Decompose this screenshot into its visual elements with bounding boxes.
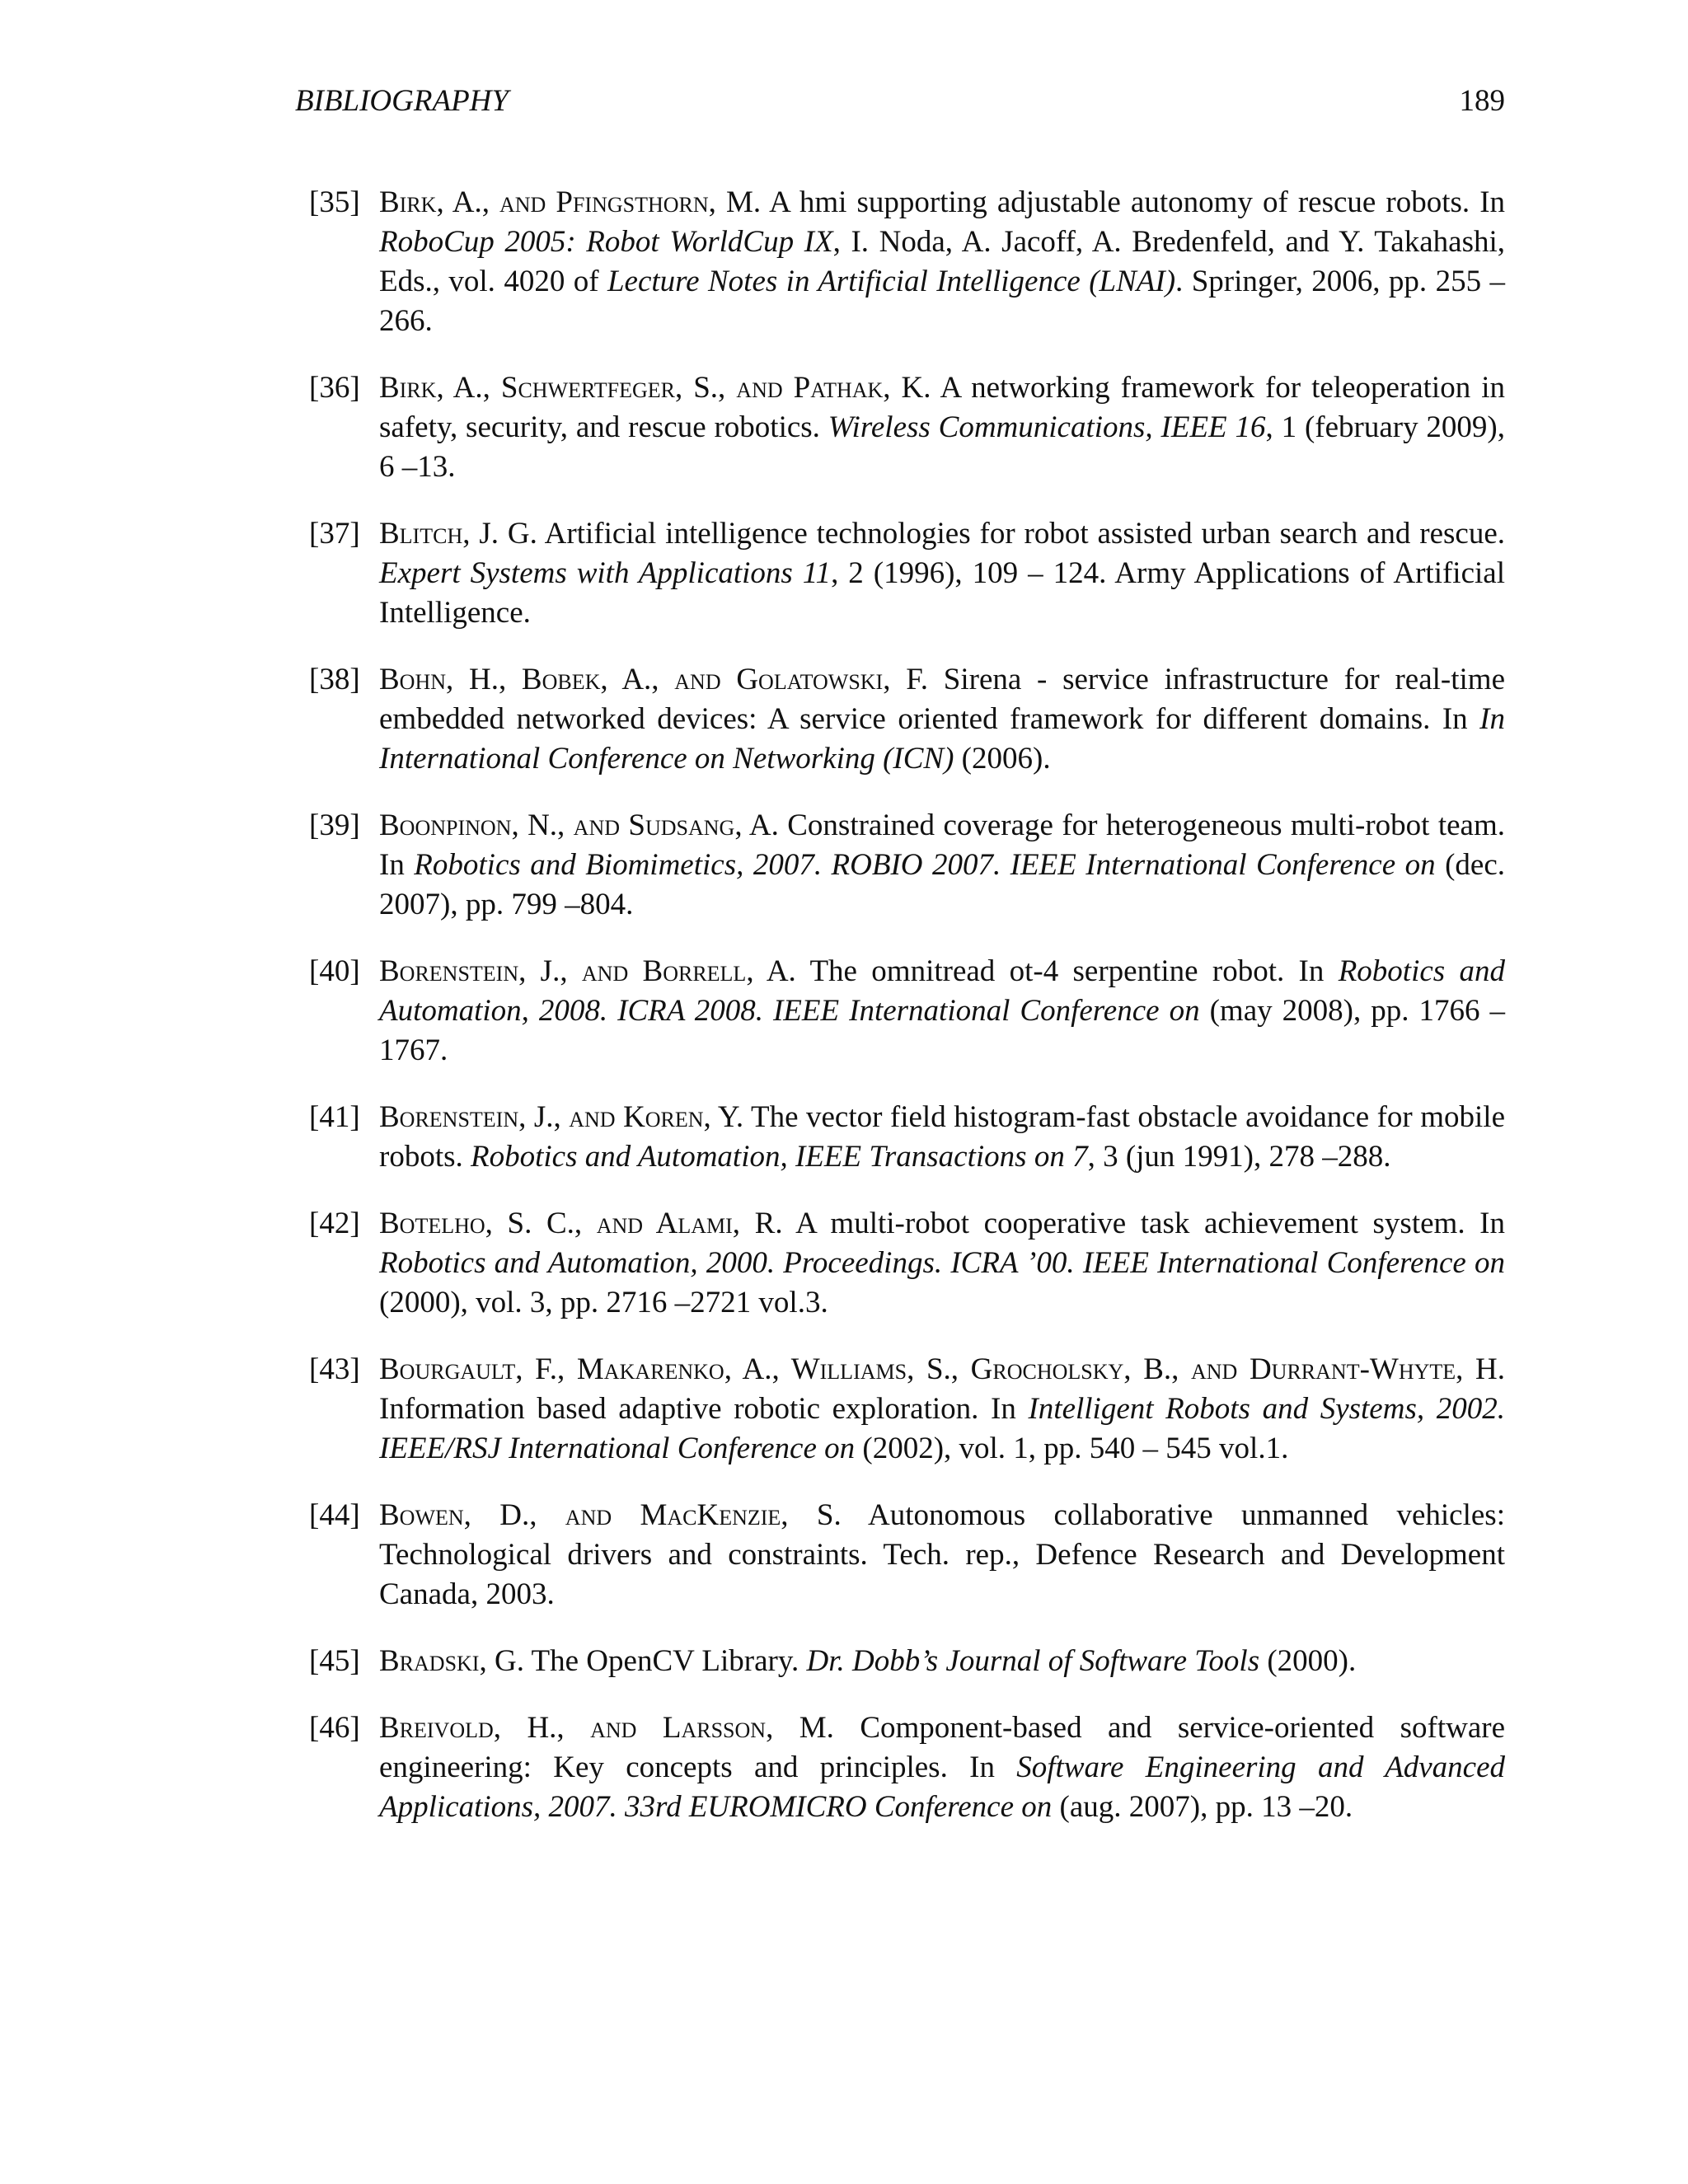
- bib-entry-text: [379, 183, 1505, 341]
- bib-authors: Botelho, S. C., and Alami, R.: [379, 1207, 783, 1240]
- bib-entry-text: [379, 1642, 1505, 1681]
- bib-text: Constrained coverage for heterogeneous multi-robot team. In: [379, 808, 1505, 882]
- bib-text: , 3 (jun 1991), 278 –288.: [1087, 1140, 1391, 1174]
- bib-text: (2000).: [1259, 1644, 1357, 1678]
- bib-authors: Breivold, H., and Larsson, M.: [379, 1711, 834, 1745]
- bib-entry-text: [379, 952, 1505, 1071]
- bib-entry-text: [379, 1496, 1505, 1615]
- bib-authors: Borenstein, J., and Borrell, A.: [379, 954, 796, 988]
- bib-entry-text: [379, 660, 1505, 779]
- bib-entry: [309, 514, 1505, 633]
- page-header: [295, 81, 1505, 122]
- bib-entry: [309, 368, 1505, 487]
- bib-text: The vector field histogram-fast obstacle avoidance for mobile robots.: [379, 1100, 1505, 1174]
- bib-entry-text: [379, 1708, 1505, 1827]
- bib-entry-number: [41]: [309, 1100, 360, 1134]
- bib-venue: Software Engineering and Advanced Applications, 2007. 33rd EUROMICRO Conference on: [379, 1750, 1505, 1824]
- bib-entry-text: [379, 514, 1505, 633]
- bib-venue: Intelligent Robots and Systems, 2002. IEEE/RSJ International Conference on: [379, 1392, 1505, 1465]
- bib-text: A hmi supporting adjustable autonomy of rescue robots. In: [761, 185, 1506, 219]
- bib-entry: [309, 952, 1505, 1071]
- bib-text: (2006).: [954, 742, 1051, 776]
- bib-entry-text: [379, 1204, 1505, 1323]
- running-title: BIBLIOGRAPHY: [295, 84, 509, 118]
- bib-venue: Robotics and Automation, 2008. ICRA 2008. IEEE International Conference on: [379, 954, 1505, 1028]
- bib-venue: Wireless Communications, IEEE 16: [828, 410, 1266, 444]
- bib-text: Artificial intelligence technologies for robot assisted urban search and rescue.: [537, 517, 1505, 551]
- bib-authors: Bohn, H., Bobek, A., and Golatowski, F.: [379, 663, 929, 696]
- bib-authors: Bowen, D., and MacKenzie, S.: [379, 1498, 842, 1532]
- bib-entry-number: [39]: [309, 808, 360, 842]
- bib-text: (aug. 2007), pp. 13 –20.: [1052, 1790, 1353, 1824]
- bib-authors: Borenstein, J., and Koren, Y.: [379, 1100, 744, 1134]
- bib-text: Component-based and service-oriented software engineering: Key concepts and principles. In: [379, 1711, 1505, 1784]
- bib-venue: Lecture Notes in Artificial Intelligence (LNAI): [607, 265, 1176, 298]
- bib-entry: [309, 183, 1505, 341]
- bib-entry-number: [38]: [309, 663, 360, 696]
- bib-text: (dec. 2007), pp. 799 –804.: [379, 848, 1506, 921]
- bib-venue: RoboCup 2005: Robot WorldCup IX: [379, 225, 833, 259]
- bib-authors: Bradski, G.: [379, 1644, 524, 1678]
- bib-entry-number: [35]: [309, 185, 360, 219]
- bib-entry-number: [37]: [309, 517, 360, 551]
- bib-entry: [309, 806, 1505, 925]
- bib-text: The OpenCV Library.: [523, 1644, 807, 1678]
- bib-venue: Robotics and Biomimetics, 2007. ROBIO 2007. IEEE International Conference on: [414, 848, 1436, 882]
- page-number: 189: [1459, 84, 1505, 118]
- bib-venue: Robotics and Automation, IEEE Transactions on 7: [471, 1140, 1088, 1174]
- bib-entry-number: [43]: [309, 1352, 360, 1386]
- bib-entry-text: [379, 1350, 1505, 1469]
- bib-entry-number: [42]: [309, 1207, 360, 1240]
- bib-venue: Robotics and Automation, 2000. Proceedings. ICRA ’00. IEEE International Conference on: [379, 1246, 1505, 1280]
- bib-entry-number: [45]: [309, 1644, 360, 1678]
- bib-venue: In International Conference on Networking (ICN): [379, 702, 1505, 776]
- bib-text: (may 2008), pp. 1766 –1767.: [379, 994, 1505, 1067]
- bib-text: (2002), vol. 1, pp. 540 – 545 vol.1.: [855, 1432, 1289, 1465]
- bib-text: A networking framework for teleoperation in safety, security, and rescue robotics.: [379, 371, 1505, 444]
- bib-text: The omnitread ot-4 serpentine robot. In: [795, 954, 1339, 988]
- bib-text: , I. Noda, A. Jacoff, A. Bredenfeld, and Y. Takahashi, Eds., vol. 4020 of: [379, 225, 1506, 298]
- bib-entry: [309, 1708, 1505, 1827]
- bib-entry: [309, 1350, 1505, 1469]
- bibliography-list: [309, 183, 1505, 1854]
- bib-entry-number: [36]: [309, 371, 360, 405]
- bib-entry: [309, 660, 1505, 779]
- bib-authors: Blitch, J. G.: [379, 517, 537, 551]
- bib-text: Sirena - service infrastructure for real-time embedded networked devices: A service oriented framework for different domains. In: [379, 663, 1505, 736]
- bib-text: A multi-robot cooperative task achievement system. In: [782, 1207, 1505, 1240]
- bib-venue: Dr. Dobb’s Journal of Software Tools: [806, 1644, 1260, 1678]
- bib-authors: Birk, A., and Pfingsthorn, M.: [379, 185, 762, 219]
- bib-text: (2000), vol. 3, pp. 2716 –2721 vol.3.: [379, 1286, 828, 1319]
- bib-entry-number: [44]: [309, 1498, 360, 1532]
- bib-entry-number: [46]: [309, 1711, 360, 1745]
- bib-text: , 1 (february 2009), 6 –13.: [379, 410, 1505, 484]
- bib-text: , 2 (1996), 109 – 124. Army Applications of Artificial Intelligence.: [379, 556, 1505, 630]
- bib-entry-text: [379, 806, 1505, 925]
- bib-authors: Birk, A., Schwertfeger, S., and Pathak, K.: [379, 371, 931, 405]
- bib-entry: [309, 1098, 1505, 1177]
- bib-entry-text: [379, 1098, 1505, 1177]
- bib-text: Information based adaptive robotic exploration. In: [379, 1392, 1029, 1426]
- bib-entry: [309, 1496, 1505, 1615]
- bib-venue: Expert Systems with Applications 11: [379, 556, 832, 590]
- bib-entry-number: [40]: [309, 954, 360, 988]
- bib-entry: [309, 1642, 1505, 1681]
- bib-text: Autonomous collaborative unmanned vehicles: Technological drivers and constraints. Tech. rep., Defence Research and Development Canada, 2003.: [379, 1498, 1505, 1611]
- bib-entry: [309, 1204, 1505, 1323]
- bib-authors: Bourgault, F., Makarenko, A., Williams, S., Grocholsky, B., and Durrant-Whyte, H.: [379, 1352, 1505, 1386]
- bib-authors: Boonpinon, N., and Sudsang, A.: [379, 808, 779, 842]
- bib-text: . Springer, 2006, pp. 255 – 266.: [379, 265, 1505, 338]
- bib-entry-text: [379, 368, 1505, 487]
